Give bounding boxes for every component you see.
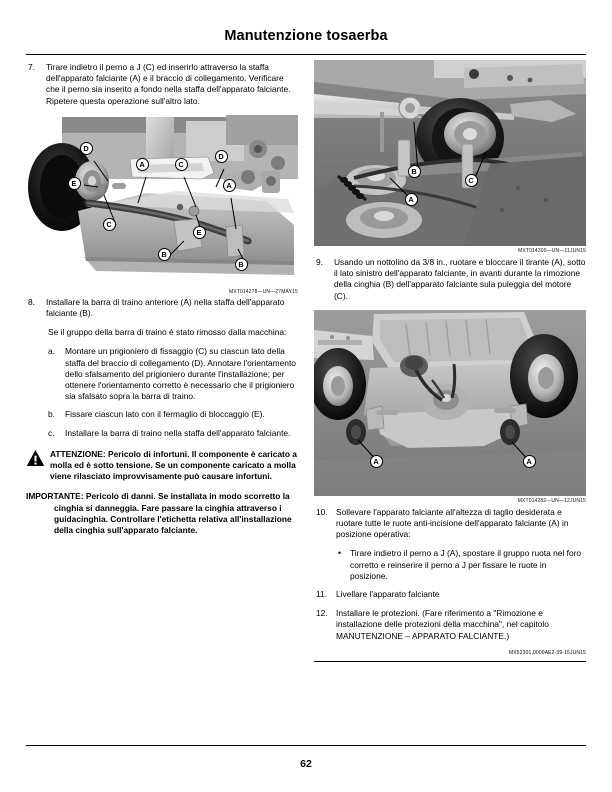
step-7: [26, 62, 298, 107]
figure-1: [26, 115, 298, 295]
section-footer-rule: [314, 661, 586, 662]
step-9-text: Usando un nottolino da 3/8 in., ruotare e bloccare il tirante (A), sotto il lato sinistro dell'apparato falciante, in avanti durante la rimozione della cinghia (B) dell'apparato falciante sula puleggia del motore (C).: [334, 257, 586, 301]
step-8b-text: Fissare ciascun lato con il fermaglio di bloccaggio (E).: [65, 409, 265, 420]
figure-2-image: [314, 60, 586, 246]
important-text: [26, 491, 298, 536]
figure-1-leaders: [26, 115, 298, 287]
header-divider: [26, 54, 586, 55]
step-11-text: Livellare l'apparato falciante: [336, 589, 440, 600]
attention-notice: [26, 449, 298, 483]
callout-b-9: B: [235, 258, 248, 271]
bullet-icon: •: [338, 548, 342, 559]
left-column: [26, 62, 298, 545]
step-7-text: Tirare indietro il perno a J (C) ed inserirlo attraverso la staffa dell'apparato falciante (A) e il braccio di collegamento. Verificare che il perno sia inserito a fondo nella staffa dell'apparato falciante. Ripetere questa operazione sull'altro lato.: [46, 62, 291, 106]
callout-a-1: A: [405, 193, 418, 206]
step-10-bullet: [314, 548, 586, 582]
step-12: [314, 608, 586, 642]
step-10-bullet-text: Tirare indietro il perno a J (A), spostare il gruppo ruota nel foro corretto e reinserire il perno a J per fissare le ruote in posizione.: [350, 548, 582, 581]
callout-a-0: A: [370, 455, 383, 468]
figure-2: [314, 60, 586, 254]
callout-a-5: A: [223, 179, 236, 192]
figure-1-caption: MXT014278—UN—27MAY15: [228, 288, 298, 295]
step-11: [314, 589, 586, 600]
step-9: [314, 257, 586, 302]
callout-c-2: C: [175, 158, 188, 171]
step-8c: [26, 428, 298, 439]
figure-2-leaders: [314, 60, 586, 246]
callout-c-6: C: [103, 218, 116, 231]
step-7-marker: 7.: [28, 62, 35, 72]
section-footer: [314, 650, 586, 668]
callout-a-1: A: [523, 455, 536, 468]
step-11-marker: 11.: [316, 589, 328, 600]
page-bottom-divider: [26, 745, 586, 746]
callout-a-1: A: [136, 158, 149, 171]
callout-b-0: B: [408, 165, 421, 178]
figure-3: [314, 310, 586, 504]
step-9-marker: 9.: [316, 257, 323, 267]
step-8-marker: 8.: [28, 296, 35, 307]
step-8b-marker: b.: [48, 409, 55, 420]
step-8c-text: Installare la barra di traino nella staffa dell'apparato falciante.: [65, 427, 291, 438]
figure-3-image: [314, 310, 586, 496]
callout-d-3: D: [215, 150, 228, 163]
page-title: Manutenzione tosaerba: [224, 28, 388, 44]
step-8a-text: Montare un prigioniero di fissaggio (C) su ciascun lato della staffa del braccio di collegamento (D). Annotare l'orientamento dello sfalsamento del prigioniero durante l'installazione; per ottenere l'orientamento corretto è necessario che il prigioniero sia sfalsato sopra la barra di traino.: [65, 346, 296, 402]
step-8: [26, 297, 298, 319]
section-footer-code: MX52301,0000AE2-39-15JUN15: [508, 649, 586, 656]
figure-3-leaders: [314, 310, 586, 496]
callout-c-2: C: [465, 174, 478, 187]
callout-b-8: B: [158, 248, 171, 261]
important-body: Pericolo di danni. Se installata in modo scorretto la cinghia si danneggia. Fare passare la cinghia attraverso i guidacinghia. Controllare l'etichetta relativa all'installazione della cinghia sull'apparato falciante.: [54, 491, 292, 536]
callout-e-4: E: [68, 177, 81, 190]
important-notice: [26, 491, 298, 536]
figure-1-image: [26, 115, 298, 287]
step-8a: [26, 346, 298, 402]
important-label: IMPORTANTE:: [26, 491, 84, 502]
right-column: [314, 62, 586, 668]
step-12-marker: 12.: [316, 608, 328, 619]
step-10-text: Sollevare l'apparato falciante all'altezza di taglio desiderata e ruotare tutte le ruote anti-incisione dell'apparato falciante (A) in posizione operativa:: [336, 506, 569, 540]
step-10: [314, 507, 586, 541]
step-12-text: Installare le protezioni. (Fare riferimento a "Rimozione e installazione delle protezioni della macchina", nel capitolo MANUTENZIONE – APPARATO FALCIANTE.): [336, 608, 549, 641]
page-number: 62: [300, 758, 312, 770]
step-8a-marker: a.: [48, 346, 55, 357]
step-8-text: Installare la barra di traino anteriore (A) nella staffa dell'apparato falciante (B).: [46, 296, 285, 319]
callout-e-7: E: [193, 226, 206, 239]
step-8b: [26, 409, 298, 420]
warning-triangle-icon: [26, 449, 45, 467]
step-10-marker: 10.: [316, 506, 328, 517]
step-8c-marker: c.: [48, 427, 55, 438]
callout-d-0: D: [80, 142, 93, 155]
step-8-intro: Se il gruppo della barra di traino è stato rimosso dalla macchina:: [48, 327, 287, 338]
figure-2-caption: MXT014300—UN—11JUN15: [518, 248, 586, 254]
attention-text: ATTENZIONE: Pericolo di infortuni. Il componente è caricato a molla ed è sotto tensione. Se un componente caricato a molla viene rilasciato improvvisamente può causare infortuni.: [50, 448, 297, 482]
figure-3-caption: MXT014282—UN—12JUN15: [517, 497, 586, 504]
